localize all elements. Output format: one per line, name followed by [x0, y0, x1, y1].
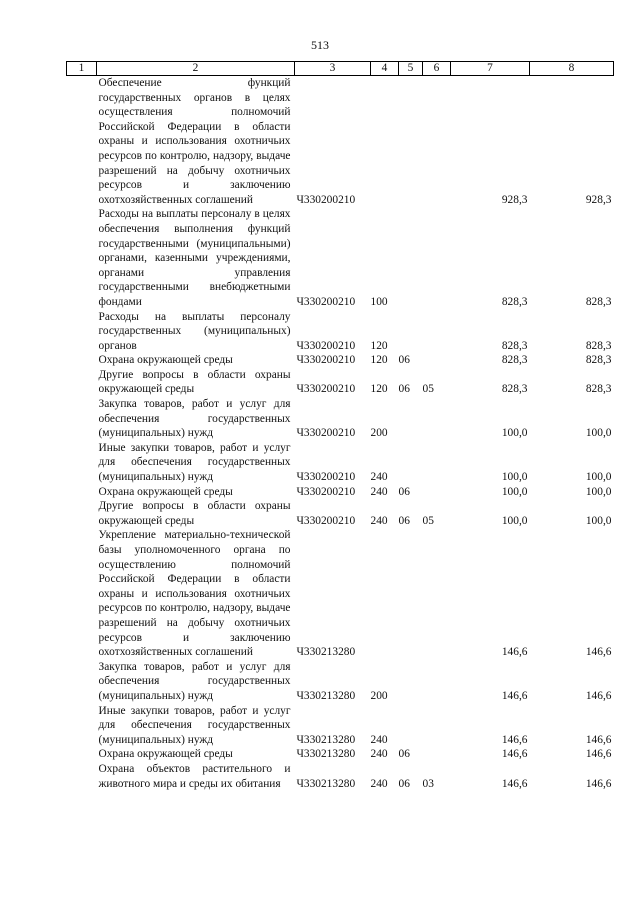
cell-expense-type — [371, 76, 399, 208]
cell-target-code: Ч330200210 — [296, 427, 356, 440]
cell-amount-1: 146,6 — [501, 646, 528, 659]
cell-expense-type: 240 — [370, 748, 388, 761]
cell-section — [399, 310, 423, 354]
cell-target-code: Ч330213280 — [296, 748, 356, 761]
cell-amount-2: 146,6 — [585, 733, 612, 746]
cell-subsection — [423, 207, 451, 309]
page-number: 513 — [311, 38, 329, 52]
header-cell-2: 2 — [97, 62, 295, 76]
cell-amount-1: 928,3 — [501, 193, 528, 206]
table-body — [67, 76, 614, 792]
cell-amount-2: 828,3 — [585, 295, 612, 308]
cell-amount-1: 828,3 — [501, 354, 528, 367]
cell-col1 — [67, 528, 97, 659]
table-row — [67, 207, 614, 309]
cell-amount-2: 146,6 — [585, 777, 612, 790]
cell-description: Иные закупки товаров, работ и услуг для обеспечения государственных (муниципальных) нужд — [98, 704, 291, 746]
cell-target-code: Ч330213280 — [296, 777, 356, 790]
cell-section: 06 — [398, 514, 410, 527]
cell-amount-2: 828,3 — [585, 339, 612, 352]
cell-subsection — [423, 528, 451, 659]
cell-expense-type: 120 — [370, 339, 388, 352]
cell-expense-type: 240 — [370, 733, 388, 746]
header-cell-8: 8 — [530, 62, 614, 76]
cell-subsection — [423, 704, 451, 748]
budget-table — [66, 61, 614, 791]
cell-target-code: Ч330200210 — [296, 354, 356, 367]
cell-description: Другие вопросы в области охраны окружающей среды — [98, 368, 291, 396]
header-cell-1: 1 — [67, 62, 97, 76]
cell-amount-1: 146,6 — [501, 733, 528, 746]
header-cell-5: 5 — [399, 62, 423, 76]
cell-subsection: 05 — [422, 514, 434, 527]
cell-subsection — [423, 397, 451, 441]
cell-section: 06 — [398, 383, 410, 396]
cell-description: Охрана окружающей среды — [98, 748, 233, 761]
header-cell-6: 6 — [423, 62, 451, 76]
header-cell-7: 7 — [451, 62, 530, 76]
cell-amount-1: 828,3 — [501, 383, 528, 396]
cell-col1 — [67, 660, 97, 704]
cell-amount-2: 100,0 — [585, 485, 612, 498]
table-row — [67, 310, 614, 354]
cell-target-code: Ч330200210 — [296, 193, 356, 206]
cell-col1 — [67, 762, 97, 791]
cell-col1 — [67, 441, 97, 485]
cell-col1 — [67, 310, 97, 354]
cell-expense-type: 120 — [370, 383, 388, 396]
table-row — [67, 499, 614, 528]
cell-amount-1: 100,0 — [501, 427, 528, 440]
cell-amount-2: 928,3 — [585, 193, 612, 206]
cell-amount-2: 828,3 — [585, 383, 612, 396]
cell-subsection — [423, 485, 451, 500]
cell-target-code: Ч330200210 — [296, 383, 356, 396]
cell-section — [399, 397, 423, 441]
table-row — [67, 368, 614, 397]
cell-target-code: Ч330200210 — [296, 339, 356, 352]
cell-amount-1: 100,0 — [501, 471, 528, 484]
cell-target-code: Ч330213280 — [296, 646, 356, 659]
cell-description: Охрана объектов растительного и животного мира и среды их обитания — [98, 762, 291, 790]
cell-target-code: Ч330200210 — [296, 295, 356, 308]
cell-expense-type: 100 — [370, 295, 388, 308]
table-row — [67, 660, 614, 704]
table-row — [67, 762, 614, 791]
cell-col1 — [67, 704, 97, 748]
cell-expense-type: 200 — [370, 689, 388, 702]
cell-section — [399, 704, 423, 748]
cell-section — [399, 207, 423, 309]
table-row — [67, 485, 614, 500]
cell-description: Иные закупки товаров, работ и услуг для обеспечения государственных (муниципальных) нужд — [98, 441, 291, 484]
cell-expense-type: 240 — [370, 514, 388, 527]
cell-section — [399, 441, 423, 485]
cell-amount-2: 100,0 — [585, 427, 612, 440]
cell-amount-2: 100,0 — [585, 471, 612, 484]
cell-expense-type: 200 — [370, 427, 388, 440]
cell-section — [399, 528, 423, 659]
cell-expense-type: 240 — [370, 777, 388, 790]
cell-amount-2: 828,3 — [585, 354, 612, 367]
cell-col1 — [67, 499, 97, 528]
cell-subsection: 05 — [422, 383, 434, 396]
table-row — [67, 528, 614, 659]
cell-subsection — [423, 441, 451, 485]
table-row — [67, 747, 614, 762]
cell-target-code: Ч330213280 — [296, 733, 356, 746]
cell-description: Охрана окружающей среды — [98, 354, 233, 367]
cell-col1 — [67, 76, 97, 208]
table-row — [67, 704, 614, 748]
cell-section — [399, 76, 423, 208]
cell-amount-1: 146,6 — [501, 748, 528, 761]
cell-col1 — [67, 207, 97, 309]
cell-description: Укрепление материально-технической базы уполномоченного органа по осуществлению полномочий Российской Федерации в области охраны и использования охотничьих ресурсов по контролю, надзору, выдаче разрешений на добычу охотничьих ресурсов и заключению охотхозяйственных соглашений — [98, 529, 291, 659]
cell-amount-1: 146,6 — [501, 777, 528, 790]
cell-expense-type — [371, 528, 399, 659]
cell-description: Охрана окружающей среды — [98, 485, 233, 498]
cell-amount-1: 100,0 — [501, 514, 528, 527]
cell-col1 — [67, 368, 97, 397]
cell-target-code: Ч330200210 — [296, 514, 356, 527]
cell-description: Расходы на выплаты персоналу государственных (муниципальных) органов — [98, 310, 291, 352]
cell-expense-type: 240 — [370, 471, 388, 484]
cell-target-code: Ч330213280 — [296, 689, 356, 702]
cell-section — [399, 660, 423, 704]
table-header-row — [67, 62, 614, 76]
cell-col1 — [67, 353, 97, 368]
cell-amount-2: 146,6 — [585, 689, 612, 702]
table-row — [67, 441, 614, 485]
cell-col1 — [67, 747, 97, 762]
cell-description: Закупка товаров, работ и услуг для обеспечения государственных (муниципальных) нужд — [98, 398, 291, 440]
cell-description: Обеспечение функций государственных органов в целях осуществления полномочий Российской Федерации в области охраны и использования охотничьих ресурсов по контролю, надзору, выдаче разрешений на добычу охотничьих ресурсов и заключению охотхозяйственных соглашений — [98, 77, 291, 206]
header-cell-4: 4 — [371, 62, 399, 76]
table-row — [67, 76, 614, 208]
cell-target-code: Ч330200210 — [296, 485, 356, 498]
cell-section: 06 — [398, 485, 410, 498]
cell-amount-1: 146,6 — [501, 689, 528, 702]
cell-col1 — [67, 485, 97, 500]
cell-subsection — [423, 310, 451, 354]
table-row — [67, 353, 614, 368]
cell-expense-type: 240 — [370, 485, 388, 498]
cell-subsection — [423, 353, 451, 368]
cell-description: Другие вопросы в области охраны окружающей среды — [98, 500, 291, 527]
cell-expense-type: 120 — [370, 354, 388, 367]
cell-section: 06 — [398, 748, 410, 761]
table-row — [67, 397, 614, 441]
cell-subsection — [423, 660, 451, 704]
cell-col1 — [67, 397, 97, 441]
cell-subsection — [423, 76, 451, 208]
cell-amount-2: 100,0 — [585, 514, 612, 527]
cell-amount-2: 146,6 — [585, 646, 612, 659]
header-cell-3: 3 — [295, 62, 371, 76]
cell-amount-1: 828,3 — [501, 295, 528, 308]
cell-section: 06 — [398, 777, 410, 790]
cell-section: 06 — [398, 354, 410, 367]
cell-amount-2: 146,6 — [585, 748, 612, 761]
cell-amount-1: 828,3 — [501, 339, 528, 352]
cell-target-code: Ч330200210 — [296, 471, 356, 484]
cell-amount-1: 100,0 — [501, 485, 528, 498]
cell-description: Закупка товаров, работ и услуг для обеспечения государственных (муниципальных) нужд — [98, 660, 291, 702]
cell-subsection: 03 — [422, 777, 434, 790]
cell-description: Расходы на выплаты персоналу в целях обеспечения выполнения функций государственными (муниципальными) органами, казенными учреждениями, органами управления государственными внебюджетными фондами — [98, 208, 291, 308]
cell-subsection — [423, 747, 451, 762]
